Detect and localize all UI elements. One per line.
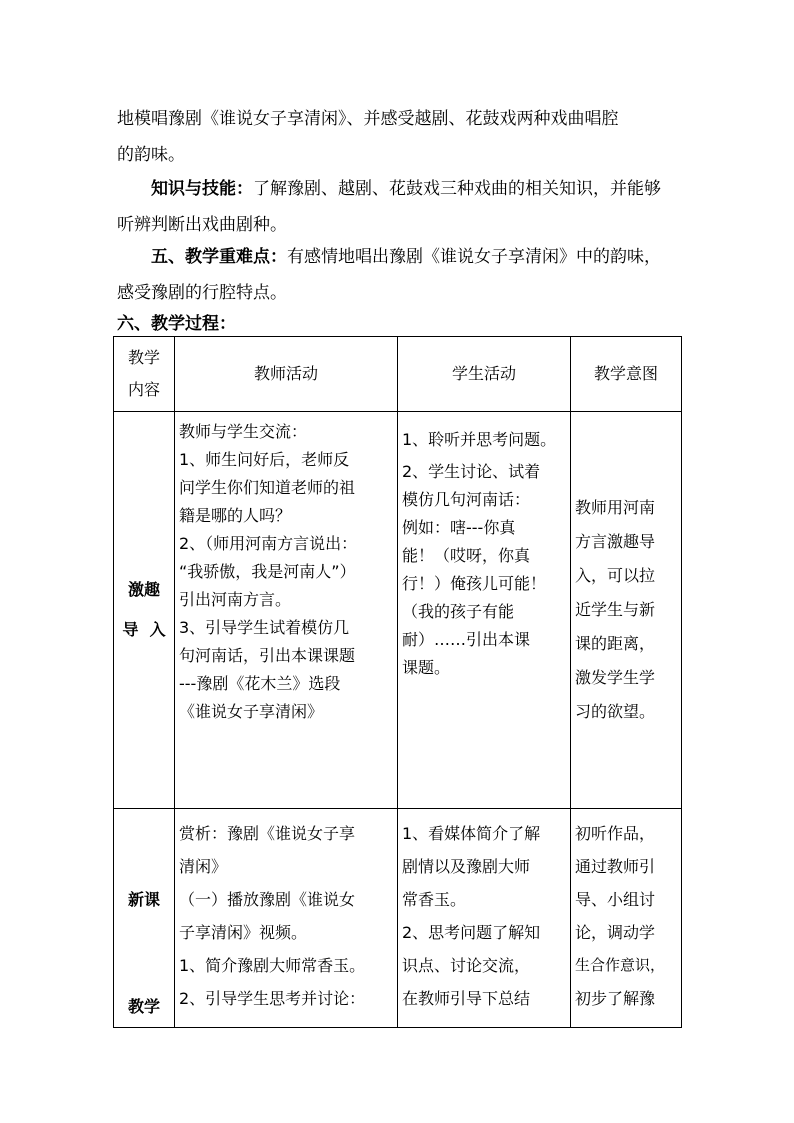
row-student-activity: 1、看媒体简介了解 剧情以及豫剧大师 常香玉。 2、思考问题了解知 识点、讨论交流， 在教师引导下总结 xyxy=(398,809,571,1028)
row-student-activity: 1、聆听并思考问题。 2、学生讨论、试着 模仿几句河南话： 例如：嗐---你真 能！（哎呀，你真 行！）俺孩儿可能！ （我的孩子有能 耐）……引出本课 课题。 xyxy=(398,412,571,809)
row-content-label: 新课 教学 xyxy=(114,809,175,1028)
intro-paragraph xyxy=(117,101,677,173)
key-points-paragraph xyxy=(117,239,677,311)
knowledge-skills-label: 知识与技能： xyxy=(151,179,253,199)
key-points-text: 有感情地唱出豫剧《谁说女子享清闲》中的韵味，感受豫剧的行腔特点。 xyxy=(117,247,661,303)
row-teacher-activity: 教师与学生交流： 1、师生问好后，老师反 问学生你们知道老师的祖 籍是哪的人吗？ 2、（师用河南方言说出： “我骄傲，我是河南人”） 引出河南方言。 3、引导学生试着模仿几 句河南话，引出本课课题 ---豫剧《花木兰》选段 《谁说女子享清闲》 xyxy=(175,412,398,809)
header-teacher-activity: 教师活动 xyxy=(175,337,398,412)
intro-line-1: 地模唱豫剧《谁说女子享清闲》、并感受越剧、花鼓戏两种戏曲唱腔 xyxy=(117,109,619,129)
knowledge-skills-paragraph xyxy=(117,171,677,243)
key-points-label: 五、教学重难点： xyxy=(151,247,287,267)
table-row xyxy=(114,809,682,1028)
header-content: 教学 内容 xyxy=(114,337,175,412)
table-row xyxy=(114,412,682,809)
intro-line-2: 的韵味。 xyxy=(117,145,185,165)
table-header-row xyxy=(114,337,682,412)
knowledge-skills-text: 了解豫剧、越剧、花鼓戏三种戏曲的相关知识，并能够听辨判断出戏曲剧种。 xyxy=(117,179,661,235)
header-student-activity: 学生活动 xyxy=(398,337,571,412)
row-teaching-intent: 初听作品， 通过教师引 导、小组讨 论，调动学 生合作意识， 初步了解豫 xyxy=(571,809,682,1028)
row-teaching-intent: 教师用河南 方言激趣导 入，可以拉 近学生与新 课的距离， 激发学生学 习的欲望。 xyxy=(571,412,682,809)
row-content-label: 激趣 导 入 xyxy=(114,412,175,809)
process-heading: 六、教学过程： xyxy=(117,314,236,334)
lesson-process-table xyxy=(113,336,682,1028)
header-teaching-intent: 教学意图 xyxy=(571,337,682,412)
row-teacher-activity: 赏析：豫剧《谁说女子享 清闲》 （一）播放豫剧《谁说女 子享清闲》视频。 1、简介豫剧大师常香玉。 2、引导学生思考并讨论： xyxy=(175,809,398,1028)
